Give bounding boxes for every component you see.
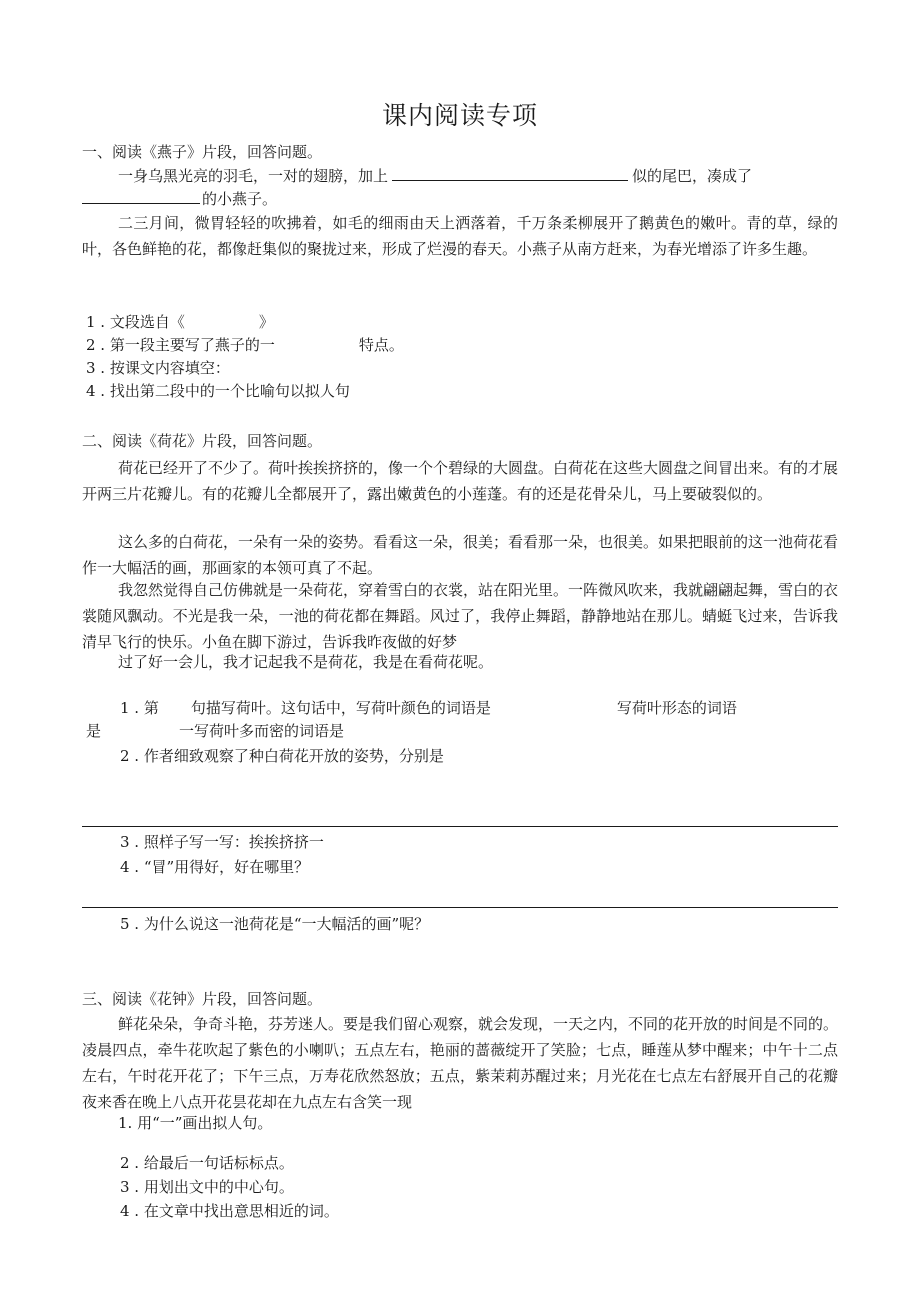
s1-question-3: 3 . 按课文内容填空： (86, 359, 230, 377)
s1-q1-text: 1 . 文段选自《 (86, 313, 185, 331)
s1-blank-swallow[interactable] (82, 187, 200, 204)
s1-q2-end: 特点。 (358, 336, 404, 354)
s2-question-1-line-2 (86, 720, 344, 742)
section-3-heading: 三、阅读《花钟》片段，回答问题。 (82, 990, 323, 1008)
s1-paragraph-2: 二三月间，微胃轻轻的吹拂着，如毛的细雨由天上洒落着，千万条柔柳展开了鹅黄色的嫩叶。青的草，绿的叶，各色鲜艳的花，都像赶集似的聚拢过来，形成了烂漫的春天。小燕子从南方赶来，为春光增添了许多生趣。 (82, 214, 838, 258)
s2-paragraph-3: 我忽然觉得自己仿佛就是一朵荷花，穿着雪白的衣裳，站在阳光里。一阵微风吹来，我就翩翩起舞，雪白的衣裳随风飘动。不光是我一朵，一池的荷花都在舞蹈。风过了，我停止舞蹈，静静地站在那儿。蜻蜓飞过来，告诉我清早飞行的快乐。小鱼在脚下游过，告诉我昨夜做的好梦 (82, 581, 839, 651)
s2-q1-text-a: 1 . 第 (120, 699, 159, 717)
s3-question-2: 2 . 给最后一句话标标点。 (120, 1154, 294, 1172)
s1-p1-text-c: 的小燕子。 (202, 190, 278, 208)
s1-q2-text: 2 . 第一段主要写了燕子的一 (86, 336, 275, 354)
s3-question-1: 1. 用“一”画出拟人句。 (118, 1114, 273, 1132)
page-title: 课内阅读专项 (381, 101, 538, 130)
s2-question-5: 5 . 为什么说这一池荷花是“一大幅活的画”呢？ (120, 915, 430, 933)
s3-question-4: 4 . 在文章中找出意思相近的词。 (120, 1202, 339, 1220)
answer-line[interactable] (82, 826, 838, 827)
answer-line[interactable] (82, 907, 838, 908)
section-2-heading: 二、阅读《荷花》片段，回答问题。 (82, 432, 323, 450)
s2-question-1-line-1 (120, 697, 737, 719)
s2-question-4: 4 . “冒”用得好，好在哪里？ (120, 858, 310, 876)
s1-question-2 (86, 334, 404, 356)
s1-q1-close: 》 (258, 313, 274, 331)
section-1-heading: 一、阅读《燕子》片段，回答问题。 (82, 143, 323, 161)
s1-question-4: 4 . 找出第二段中的一个比喻句以拟人句 (86, 382, 350, 400)
s2-q1-text-d: 是 (86, 722, 102, 740)
s2-q1-text-c: 写荷叶形态的词语 (616, 699, 737, 717)
s1-p1-text-a: 一身乌黑光亮的羽毛，一对的翅膀，加上 (118, 167, 389, 185)
s2-paragraph-4: 过了好一会儿，我才记起我不是荷花，我是在看荷花呢。 (118, 653, 494, 671)
s3-question-3: 3 . 用划出文中的中心句。 (120, 1178, 294, 1196)
s2-paragraph-1: 荷花已经开了不少了。荷叶挨挨挤挤的，像一个个碧绿的大圆盘。白荷花在这些大圆盘之间冒出来。有的才展开两三片花瓣儿。有的花瓣儿全都展开了，露出嫩黄色的小莲蓬。有的还是花骨朵儿，马上要破裂似的。 (82, 459, 839, 503)
s1-passage-line-1 (118, 164, 752, 187)
s2-q1-text-b: 句描写荷叶。这句话中，写荷叶颜色的词语是 (190, 699, 491, 717)
s2-q1-text-e: 一写荷叶多而密的词语是 (179, 722, 345, 740)
s2-question-3: 3 . 照样子写一写：挨挨挤挤一 (120, 833, 324, 851)
s1-blank-tail[interactable] (392, 164, 628, 181)
s1-p1-text-b: 似的尾巴，凑成了 (632, 167, 753, 185)
s3-paragraph-1: 鲜花朵朵，争奇斗艳，芬芳迷人。要是我们留心观察，就会发现，一天之内，不同的花开放的时间是不同的。凌晨四点，牵牛花吹起了紫色的小喇叭；五点左右，艳丽的蔷薇绽开了笑脸；七点，睡莲从梦中醒来；中午十二点左右，午时花开花了；下午三点，万寿花欣然怒放；五点，紫茉莉苏醒过来；月光花在七点左右舒展开自己的花瓣夜来香在晚上八点开花昙花却在九点左右含笑一现 (82, 1015, 839, 1111)
s1-question-1 (86, 311, 274, 333)
s2-question-2: 2 . 作者细致观察了种白荷花开放的姿势，分别是 (120, 747, 444, 765)
s2-paragraph-2: 这么多的白荷花，一朵有一朵的姿势。看看这一朵，很美；看看那一朵，也很美。如果把眼前的这一池荷花看作一大幅活的画，那画家的本领可真了不起。 (82, 533, 839, 577)
s1-passage-line-2 (82, 187, 277, 210)
